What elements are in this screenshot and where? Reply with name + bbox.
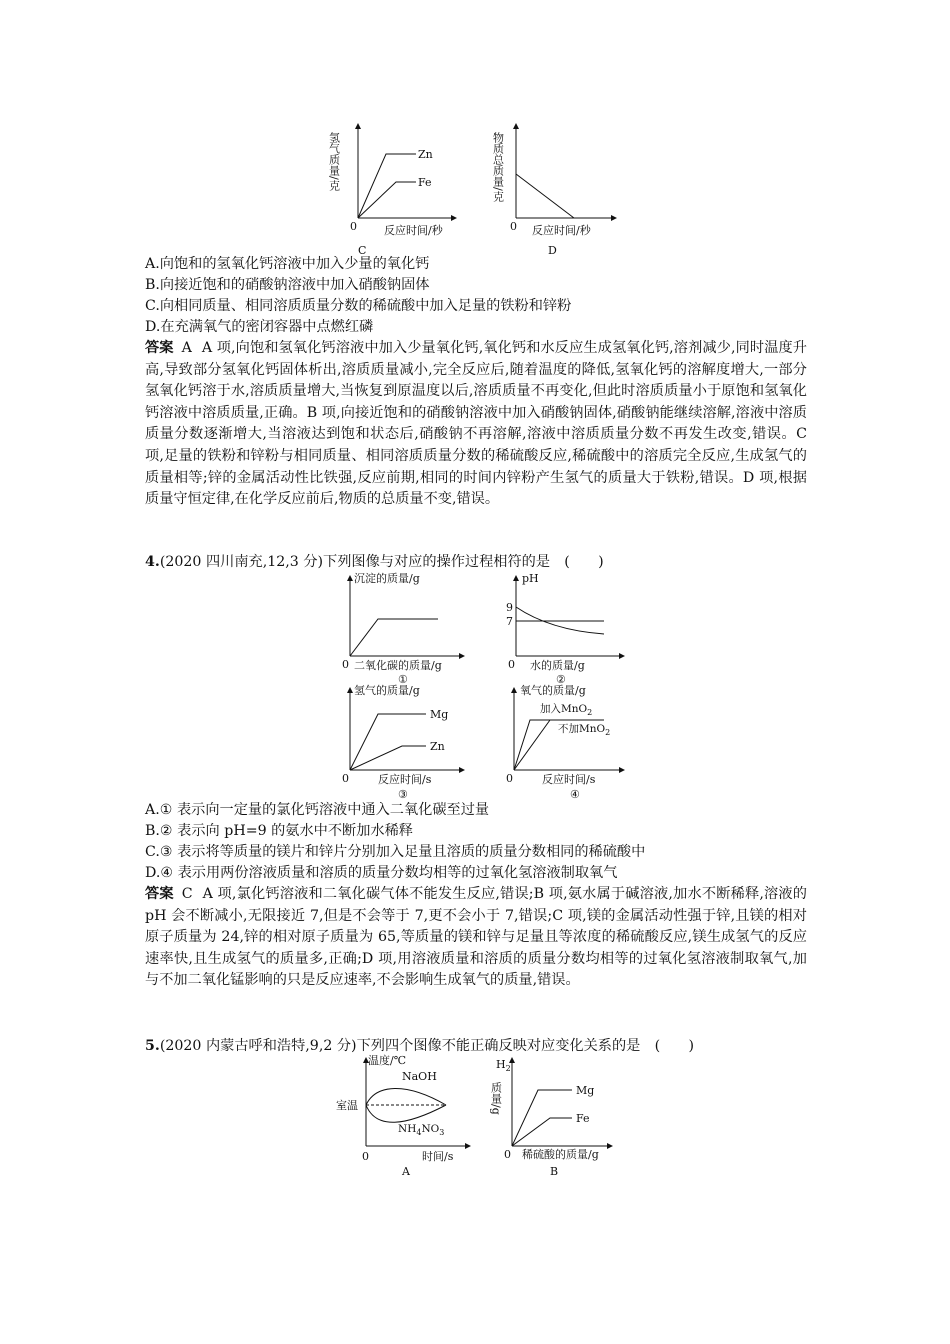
graph-c-caption: C [358, 244, 367, 257]
graph-a-naoh-curve [366, 1088, 446, 1105]
q4-stem [145, 552, 604, 572]
q4-answer-choice: C [181, 886, 193, 902]
q5-number: 5. [145, 1038, 160, 1054]
graph-c-fe-label: Fe [418, 176, 432, 189]
graph-2-ylabel: pH [522, 572, 539, 585]
graph-1-ylabel: 沉淀的质量/g [354, 572, 420, 585]
q4-text: 下列图像与对应的操作过程相符的是 [323, 554, 551, 570]
q4-number: 4. [145, 554, 160, 570]
graph-d-origin: 0 [510, 220, 517, 233]
q4-option-d: D.④ 表示用两份溶液质量和溶质的质量分数均相等的过氧化氢溶液制取氧气 [145, 865, 618, 881]
graph-a-nh4no3-label: $NH_4NO_3$ [398, 1123, 445, 1137]
graph-1-caption: ① [398, 673, 408, 686]
graph-b-h2: $H_2$ [496, 1058, 511, 1073]
graph-4-ylabel: 氧气的质量/g [520, 684, 586, 697]
graph-3-mg-line [350, 714, 426, 770]
q3-answer-text: A 项,向饱和氢氧化钙溶液中加入少量氧化钙,氧化钙和水反应生成氢氧化钙,溶剂减少,同时温度升高,导致部分氢氧化钙固体析出,溶质质量减小,完全反应后,随着温度的降低,氢氧化钙的溶解度增大,一部分氢氧化钙溶于水,溶质质量增大,当恢复到原温度以后,溶质质量不再变化,但此时溶质质量小于原饱和氢氧化钙溶液中溶质质量,正确。B 项,向接近饱和的硝酸钠溶液中加入硝酸钠固体,硝酸钠能继续溶解,溶液中溶质质量分数逐渐增大,当溶液达到饱和状态后,硝酸钠不再溶解,溶液中溶质质量分数不再发生改变,错误。C 项,足量的铁粉和锌粉与相同质量、相同溶质质量分数的稀硫酸反应,稀硫酸中的溶质完全反应,生成氢气的质量相等;锌的金属活动性比铁强,反应前期,相同的时间内锌粉产生氢气的质量大于铁粉,错误。D 项,根据质量守恒定律,在化学反应前后,物质的总质量不变,错误。 [145, 340, 807, 508]
graph-a-origin: 0 [362, 1150, 369, 1163]
graph-3-origin: 0 [342, 772, 349, 785]
graph-b-origin: 0 [504, 1148, 511, 1161]
graph-3-mg-label: Mg [430, 708, 449, 721]
graph-4-nomno2-line [514, 720, 550, 770]
q5-source: (2020 内蒙古呼和浩特,9,2 分) [159, 1038, 357, 1054]
graph-2-xlabel: 水的质量/g [530, 659, 585, 672]
graph-a-caption: A [402, 1165, 410, 1178]
q4-source: (2020 四川南充,12,3 分) [159, 554, 324, 570]
q3-answer-choice: A [181, 340, 192, 356]
graph-d-line [516, 174, 574, 218]
q4-answer-label: 答案 [145, 886, 174, 902]
graph-4-nomno2-label: 不加MnO$_2$ [558, 723, 611, 737]
graph-b-fe-label: Fe [576, 1112, 590, 1125]
graph-d-xlabel: 反应时间/秒 [532, 224, 591, 237]
graph-4-caption: ④ [570, 788, 580, 801]
graph-c-zn-line [358, 154, 416, 218]
graph-c-fe-line [358, 182, 416, 218]
graph-a-naoh-label: NaOH [402, 1070, 437, 1083]
graph-4-xlabel: 反应时间/s [542, 773, 596, 786]
graph-1 [340, 572, 470, 687]
graph-2 [500, 572, 630, 687]
graph-a-xlabel: 时间/s [422, 1150, 454, 1163]
q4-answer-text: A 项,氯化钙溶液和二氧化碳气体不能发生反应,错误;B 项,氨水属于碱溶液,加水不断稀释,溶液的 pH 会不断减小,无限接近 7,但是不会等于 7,更不会小于 7,错误;C 项,镁的金属活动性强于锌,且镁的相对原子质量为 24,锌的相对原子质量为 65,等质量的镁和锌与足量且等浓度的稀硫酸反应,镁生成氢气的反应速率快,且生成氢气的质量多,正确;D 项,用溶液质量和溶质的质量分数均相等的过氧化氢溶液制取氧气,加与不加二氧化锰影响的只是反应速率,不会影响生成氧气的质量,错误。 [145, 886, 807, 989]
graph-1-line [350, 619, 438, 656]
q3-option-a: A.向饱和的氢氧化钙溶液中加入少量的氧化钙 [145, 256, 430, 272]
graph-3-ylabel: 氢气的质量/g [354, 684, 420, 697]
graph-b-ylabel: 质量/g [489, 1082, 503, 1115]
graph-2-tick-9: 9 [506, 601, 513, 614]
graph-c-zn-label: Zn [418, 148, 433, 161]
q3-answer [145, 338, 807, 511]
graph-a-room: 室温 [336, 1099, 358, 1112]
q5-text: 下列四个图像不能正确反映对应变化关系的是 [356, 1038, 641, 1054]
graph-4-origin: 0 [506, 772, 513, 785]
graph-a-nh4no3-curve [366, 1105, 446, 1122]
graph-3-xlabel: 反应时间/s [378, 773, 432, 786]
q3-option-d: D.在充满氧气的密闭容器中点燃红磷 [145, 319, 374, 335]
graph-b-fe-line [512, 1118, 572, 1146]
graph-b-mg-label: Mg [576, 1084, 595, 1097]
graph-c-origin: 0 [350, 220, 357, 233]
graph-2-origin: 0 [508, 658, 515, 671]
q3-option-b: B.向接近饱和的硝酸钠溶液中加入硝酸钠固体 [145, 277, 430, 293]
q5-stem [145, 1036, 694, 1056]
q3-answer-label: 答案 [145, 340, 174, 356]
q4-option-b: B.② 表示向 pH=9 的氨水中不断加水稀释 [145, 823, 413, 839]
graph-d-caption: D [548, 244, 557, 257]
q4-option-a: A.① 表示向一定量的氯化钙溶液中通入二氧化碳至过量 [145, 802, 490, 818]
graph-3-zn-line [350, 746, 426, 770]
q3-option-c: C.向相同质量、相同溶质质量分数的稀硫酸中加入足量的铁粉和锌粉 [145, 298, 572, 314]
graph-2-tick-7: 7 [506, 615, 513, 628]
graph-3-caption: ③ [398, 788, 408, 801]
graph-4 [500, 684, 630, 804]
graph-2-caption: ② [556, 673, 566, 686]
graph-c [328, 118, 468, 258]
graph-3-zn-label: Zn [430, 740, 445, 753]
graph-1-origin: 0 [342, 658, 349, 671]
graph-d [488, 118, 628, 258]
q4-paren: ( ) [564, 554, 604, 570]
graph-1-xlabel: 二氧化碳的质量/g [354, 659, 442, 672]
graph-d-ylabel: 物质总质量/克 [491, 132, 505, 202]
graph-4-mno2-label: 加入MnO$_2$ [540, 703, 593, 717]
graph-a [336, 1054, 476, 1179]
graph-b-xlabel: 稀硫酸的质量/g [522, 1148, 599, 1161]
graph-c-xlabel: 反应时间/秒 [384, 224, 443, 237]
graph-3 [340, 684, 470, 804]
graph-c-ylabel: 氢气质量/克 [327, 132, 341, 191]
q5-paren: ( ) [654, 1038, 695, 1054]
graph-b-caption: B [550, 1165, 559, 1178]
q4-answer [145, 884, 807, 992]
q4-option-c: C.③ 表示将等质量的镁片和锌片分别加入足量且溶质的质量分数相同的稀硫酸中 [145, 844, 646, 860]
graph-b [488, 1054, 618, 1179]
graph-a-ylabel: 温度/℃ [368, 1054, 407, 1067]
